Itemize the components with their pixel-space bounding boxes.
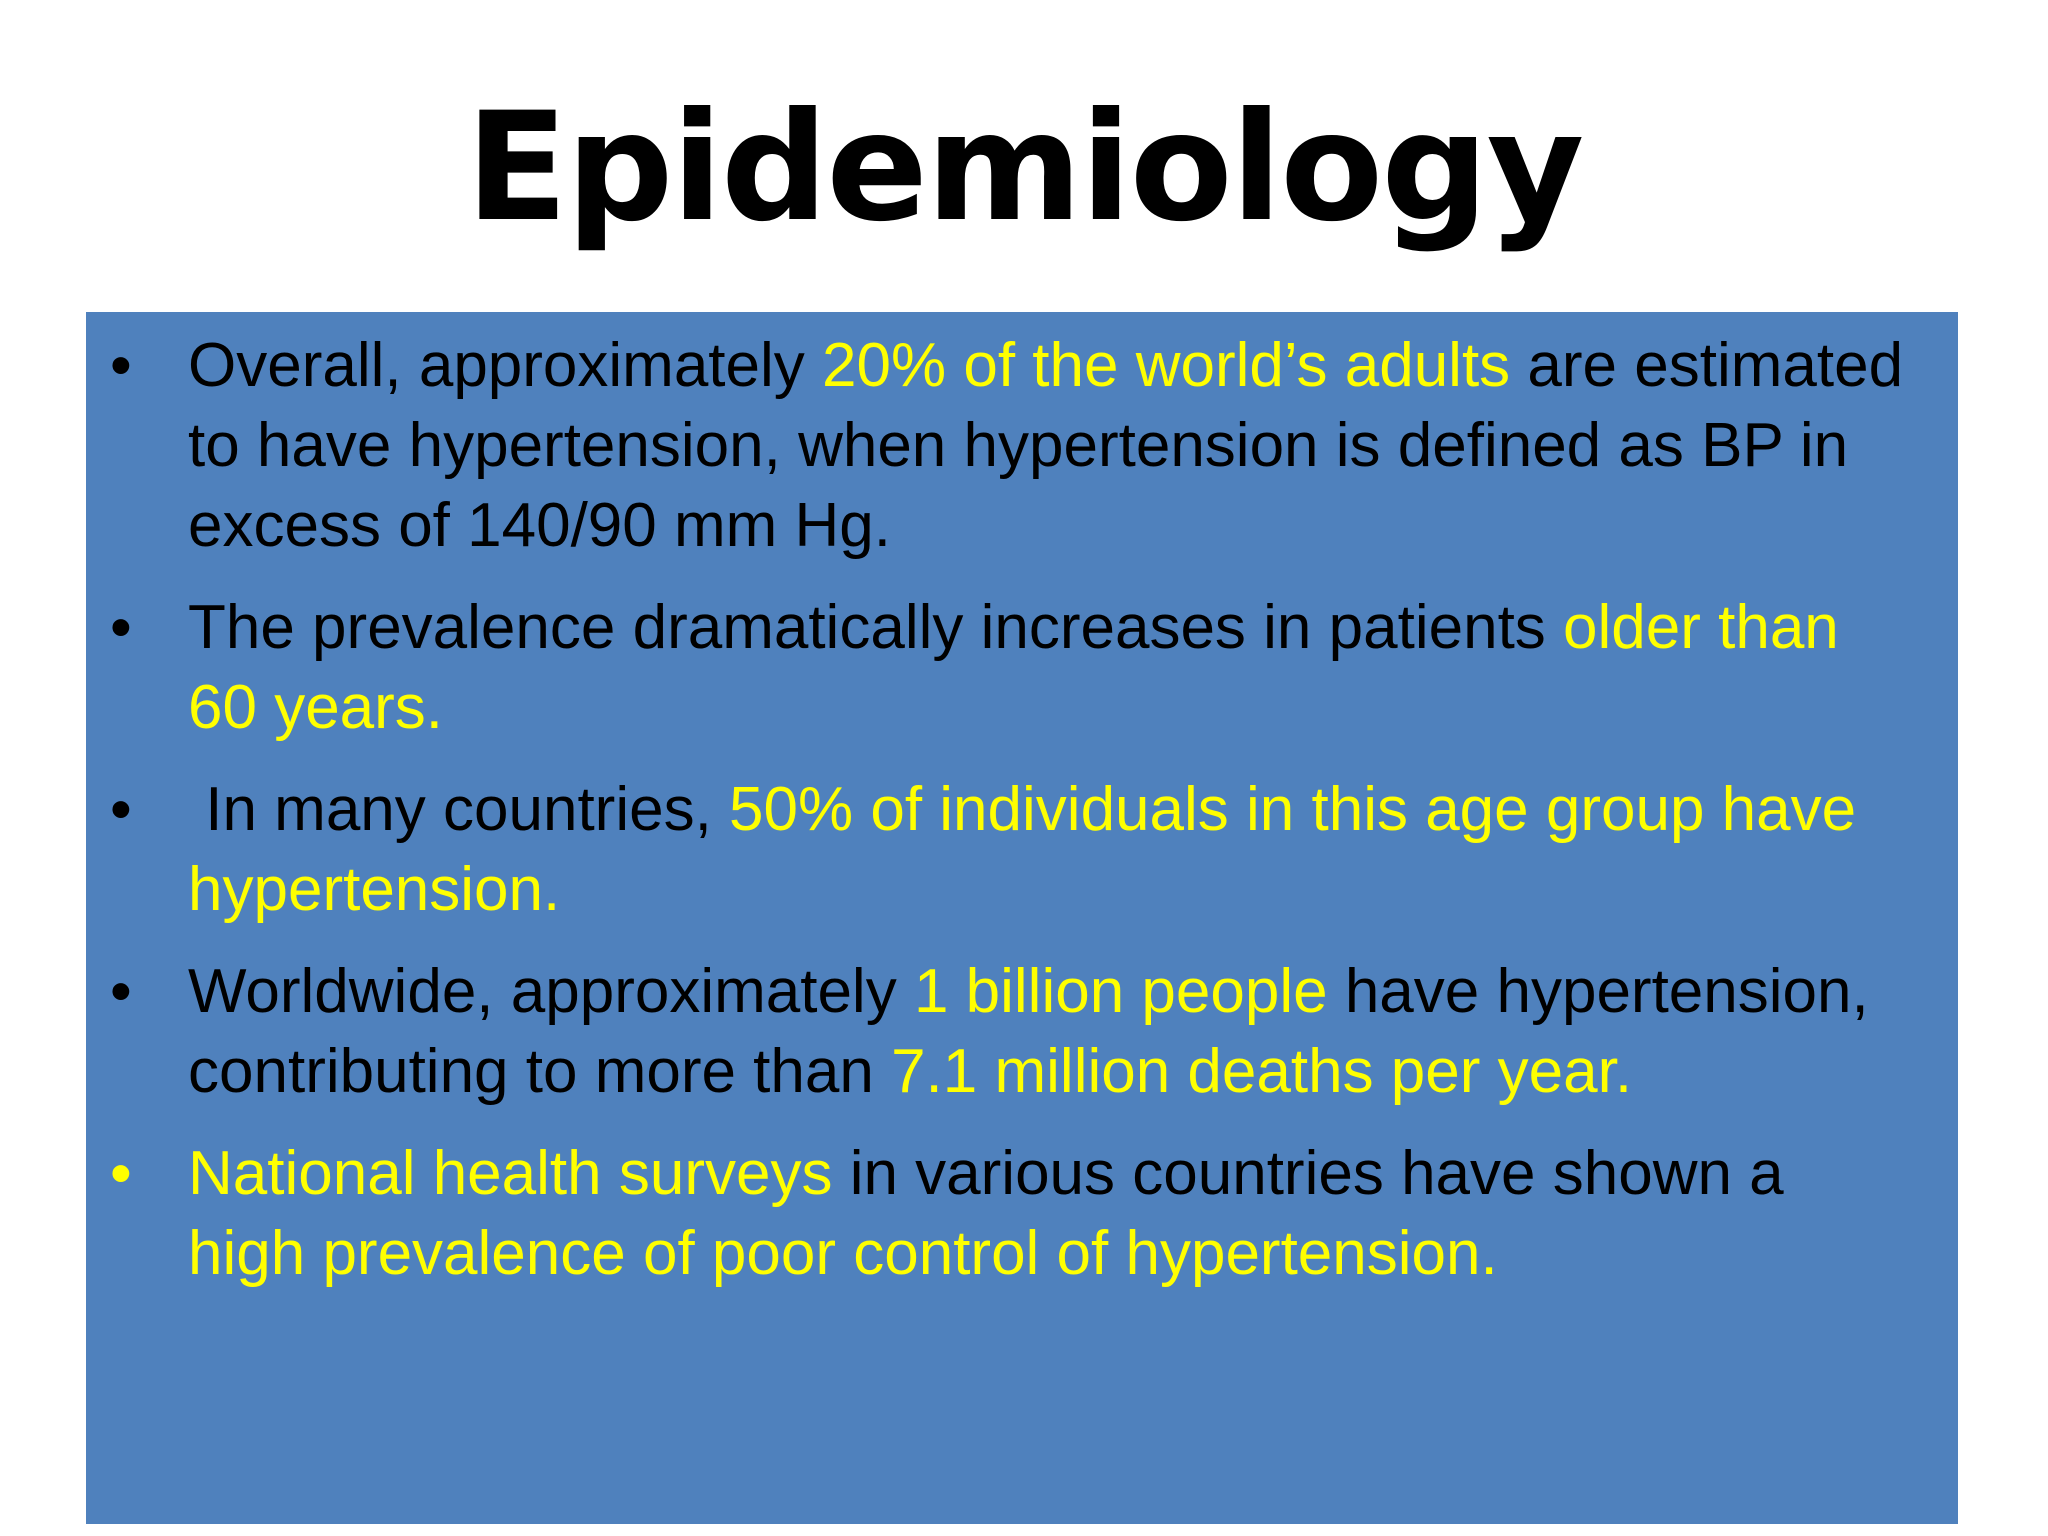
bullet-item [86,770,1958,930]
text-segment: Overall, approximately [188,331,823,400]
highlighted-text-segment: 20% of the world’s adults [822,331,1511,400]
slide-title: Epidemiology [465,81,1583,255]
bullet-list [86,326,1958,1316]
bullet-dot-icon: • [110,1139,132,1208]
text-segment: in various countries have shown a [832,1139,1784,1208]
bullet-item [86,952,1958,1112]
highlighted-text-segment: 50% of individuals in this age group have hypertension. [188,775,1857,924]
bullet-dot-icon: • [110,775,132,844]
text-segment: are estimated to have hypertension, when hypertension is defined as BP in excess of 140/90 mm Hg. [188,331,1904,560]
text-segment: In many countries, [188,775,730,844]
bullet-dot-icon: • [110,331,132,400]
bullet-dot-icon: • [110,593,132,662]
text-segment: The prevalence dramatically increases in patients [188,593,1564,662]
highlighted-text-segment: high prevalence of poor control of hypertension. [188,1219,1498,1288]
text-segment: have hypertension, contributing to more than [188,957,1869,1106]
highlighted-text-segment: 7.1 million deaths per year. [891,1037,1633,1106]
highlighted-text-segment: older than 60 years. [188,593,1839,742]
bullet-item [86,588,1958,748]
text-segment: Worldwide, approximately [188,957,914,1026]
bullet-item [86,1134,1958,1294]
highlighted-text-segment: National health surveys [188,1139,833,1208]
bullet-item [86,326,1958,566]
highlighted-text-segment: 1 billion people [913,957,1328,1026]
content-box [86,312,1958,1524]
bullet-dot-icon: • [110,957,132,1026]
